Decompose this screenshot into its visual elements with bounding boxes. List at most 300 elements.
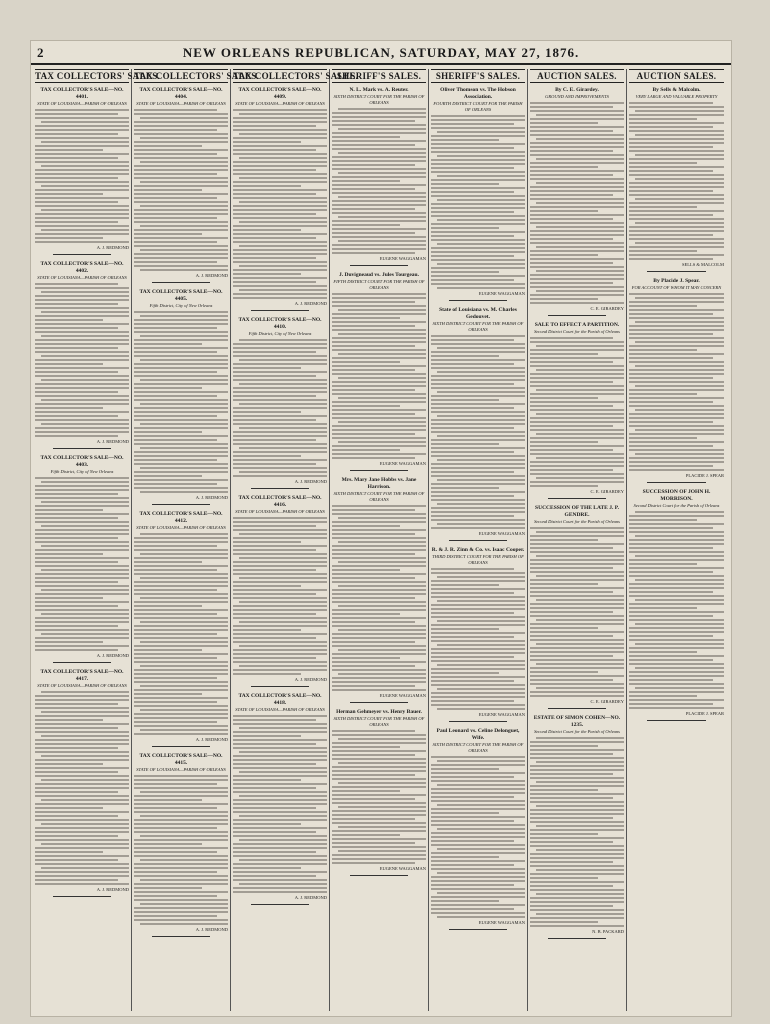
notice-title: By Placide J. Spear. <box>653 278 700 284</box>
text-line <box>530 651 624 653</box>
text-line <box>629 190 713 192</box>
text-line <box>536 849 624 851</box>
notice-signature: A. J. REDMOND <box>195 927 228 932</box>
text-line <box>35 221 118 223</box>
text-line <box>629 114 724 116</box>
notice-signature: SELLS & MALCOLM <box>681 262 724 267</box>
text-line <box>629 405 724 407</box>
notice-subtitle: Fifth District, City of New Orleans <box>248 331 312 336</box>
text-line <box>35 763 103 765</box>
text-line <box>431 812 499 814</box>
text-line <box>338 397 426 399</box>
text-line <box>233 589 327 591</box>
text-line <box>332 661 426 663</box>
text-line <box>629 162 697 164</box>
text-line <box>233 233 327 235</box>
notice-title: TAX COLLECTOR'S SALE—NO. 4410. <box>238 317 322 330</box>
text-line <box>134 347 228 349</box>
text-line <box>134 585 228 587</box>
notice-subtitle: Fifth District, City of New Orleans <box>149 303 213 308</box>
text-line <box>431 912 525 914</box>
text-line <box>134 701 217 703</box>
text-line <box>530 274 624 276</box>
text-line <box>431 888 525 890</box>
text-line <box>35 549 129 551</box>
text-line <box>431 676 525 678</box>
text-line <box>233 281 316 283</box>
text-line <box>629 150 724 152</box>
text-line <box>233 649 327 651</box>
text-line <box>530 194 613 196</box>
text-line <box>635 429 724 431</box>
text-line <box>530 282 613 284</box>
text-line <box>233 273 301 275</box>
text-line <box>134 415 217 417</box>
text-line <box>629 437 697 439</box>
notice-title: TAX COLLECTOR'S SALE—NO. 4409. <box>238 87 322 100</box>
text-line <box>134 617 228 619</box>
text-line <box>35 573 129 575</box>
text-line <box>134 891 228 893</box>
text-line <box>134 823 228 825</box>
notice-signature: EUGENE WAGGAMAN <box>478 531 525 536</box>
notice <box>35 87 129 255</box>
text-line <box>536 290 624 292</box>
notice-subtitle: FIFTH DISTRICT COURT FOR THE PARISH OF ORLEANS <box>333 279 425 290</box>
text-line <box>629 575 724 577</box>
text-line <box>35 637 129 639</box>
text-line <box>332 677 426 679</box>
text-line <box>332 425 426 427</box>
text-line <box>332 405 400 407</box>
text-line <box>332 641 415 643</box>
text-line <box>332 204 426 206</box>
text-line <box>35 327 118 329</box>
notice-title: TAX COLLECTOR'S SALE—NO. 4418. <box>238 693 322 706</box>
text-line <box>530 361 613 363</box>
text-line <box>437 576 525 578</box>
text-line <box>140 225 228 227</box>
text-line <box>140 879 228 881</box>
text-line <box>332 220 426 222</box>
notice-signature: A. J. REDMOND <box>294 479 327 484</box>
text-line <box>431 776 514 778</box>
text-line <box>338 441 426 443</box>
text-line <box>233 875 316 877</box>
text-line <box>338 585 426 587</box>
text-line <box>239 447 327 449</box>
text-line <box>431 640 525 642</box>
text-line <box>239 359 327 361</box>
text-line <box>332 236 426 238</box>
notice-subtitle: STATE OF LOUISIANA—PARISH OF ORLEANS <box>235 707 325 712</box>
text-line <box>431 467 525 469</box>
text-line <box>530 793 624 795</box>
notice-divider <box>251 310 309 311</box>
text-line <box>437 287 525 289</box>
text-line <box>332 521 426 523</box>
text-line <box>41 843 129 845</box>
text-line <box>35 811 129 813</box>
text-line <box>629 707 724 709</box>
text-line <box>332 597 415 599</box>
text-line <box>134 387 202 389</box>
text-line <box>239 883 327 885</box>
text-line <box>629 234 713 236</box>
text-line <box>635 110 724 112</box>
notice-signature: A. J. REDMOND <box>96 887 129 892</box>
text-line <box>530 885 613 887</box>
text-line <box>134 157 228 159</box>
text-line <box>431 431 525 433</box>
text-line <box>332 180 400 182</box>
text-line <box>431 211 514 213</box>
notice <box>35 455 129 663</box>
text-line <box>431 580 525 582</box>
text-line <box>338 605 426 607</box>
text-line <box>530 437 624 439</box>
notice-divider <box>350 265 408 266</box>
text-line <box>530 210 598 212</box>
text-line <box>134 129 217 131</box>
notice <box>134 87 228 283</box>
text-line <box>431 704 525 706</box>
text-line <box>134 705 228 707</box>
text-line <box>431 411 525 413</box>
text-line <box>629 210 724 212</box>
text-line <box>629 619 724 621</box>
text-line <box>35 323 129 325</box>
text-line <box>332 645 426 647</box>
text-line <box>431 684 525 686</box>
text-line <box>437 243 525 245</box>
text-line <box>35 303 118 305</box>
text-line <box>629 543 724 545</box>
text-line <box>431 876 525 878</box>
text-line <box>41 779 129 781</box>
text-line <box>233 569 316 571</box>
text-line <box>233 525 316 527</box>
text-line <box>233 399 327 401</box>
text-line <box>332 200 426 202</box>
text-line <box>530 595 624 597</box>
text-line <box>35 117 129 119</box>
text-line <box>437 391 525 393</box>
text-line <box>431 856 499 858</box>
text-line <box>233 261 327 263</box>
text-line <box>437 523 525 525</box>
text-line <box>233 723 327 725</box>
text-line <box>233 641 327 643</box>
text-line <box>332 325 415 327</box>
text-line <box>629 146 713 148</box>
notice-subtitle: SIXTH DISTRICT COURT FOR THE PARISH OF ORLEANS <box>432 321 524 332</box>
text-line <box>629 226 724 228</box>
text-line <box>233 871 327 873</box>
notice-divider <box>449 929 507 930</box>
text-line <box>338 353 426 355</box>
text-line <box>332 553 415 555</box>
text-line <box>233 719 316 721</box>
text-line <box>530 833 598 835</box>
text-line <box>530 134 624 136</box>
text-line <box>629 627 724 629</box>
text-line <box>530 797 613 799</box>
text-line <box>134 831 228 833</box>
text-line <box>35 383 129 385</box>
text-line <box>233 153 327 155</box>
notice-signature: EUGENE WAGGAMAN <box>379 461 426 466</box>
text-line <box>41 481 129 483</box>
notice-divider <box>548 708 606 709</box>
text-line <box>332 794 426 796</box>
text-line <box>332 321 426 323</box>
notice-divider <box>647 482 706 483</box>
text-line <box>431 375 525 377</box>
text-line <box>431 900 499 902</box>
text-line <box>629 559 724 561</box>
text-line <box>431 399 499 401</box>
text-line <box>431 351 525 353</box>
notice-signature: A. J. REDMOND <box>294 677 327 682</box>
text-line <box>431 395 525 397</box>
notice-divider <box>251 686 309 687</box>
text-line <box>332 393 426 395</box>
text-line <box>140 685 228 687</box>
notice-title: Mrs. Mary Jane Hobbs vs. Jane Harrison. <box>341 477 417 490</box>
text-line <box>338 762 426 764</box>
text-line <box>35 157 118 159</box>
text-line <box>431 764 525 766</box>
notice <box>629 278 724 483</box>
text-line <box>134 677 217 679</box>
text-line <box>332 224 400 226</box>
text-line <box>41 569 129 571</box>
text-line <box>134 843 202 845</box>
text-line <box>35 855 129 857</box>
text-line <box>536 202 624 204</box>
notice-signature: A. J. REDMOND <box>96 439 129 444</box>
text-line <box>530 373 624 375</box>
text-line <box>332 569 400 571</box>
text-line <box>134 113 228 115</box>
text-line <box>530 757 624 759</box>
text-line <box>431 423 525 425</box>
text-line <box>431 239 525 241</box>
text-line <box>239 577 327 579</box>
text-line <box>35 617 129 619</box>
text-line <box>233 435 327 437</box>
text-line <box>134 331 228 333</box>
notice-title: By Sells & Malcolm. <box>652 87 701 93</box>
text-line <box>536 687 624 689</box>
text-line <box>530 385 624 387</box>
text-line <box>635 385 724 387</box>
text-line <box>431 648 525 650</box>
text-line <box>332 657 400 659</box>
text-line <box>239 339 327 341</box>
text-line <box>431 592 514 594</box>
text-line <box>431 419 525 421</box>
text-line <box>233 517 327 519</box>
text-line <box>35 371 118 373</box>
text-line <box>35 759 129 761</box>
text-line <box>134 807 217 809</box>
text-line <box>239 289 327 291</box>
text-line <box>629 639 724 641</box>
text-line <box>332 601 426 603</box>
text-line <box>233 395 316 397</box>
text-line <box>134 851 217 853</box>
text-line <box>530 294 624 296</box>
text-line <box>332 313 426 315</box>
text-line <box>233 673 301 675</box>
column-4 <box>330 69 429 1011</box>
text-line <box>332 301 415 303</box>
text-line <box>431 491 525 493</box>
text-line <box>134 775 228 777</box>
text-line <box>332 681 426 683</box>
text-line <box>530 861 613 863</box>
text-line <box>140 903 228 905</box>
text-line <box>332 834 400 836</box>
text-line <box>530 877 598 879</box>
text-line <box>530 234 624 236</box>
text-line <box>629 381 724 383</box>
text-line <box>635 599 724 601</box>
text-line <box>233 423 327 425</box>
text-line <box>332 413 415 415</box>
text-line <box>530 809 624 811</box>
notice-divider <box>647 720 706 721</box>
notice-signature: EUGENE WAGGAMAN <box>379 693 426 698</box>
text-line <box>431 696 525 698</box>
notice <box>431 547 525 722</box>
text-line <box>629 373 724 375</box>
text-line <box>530 881 624 883</box>
text-line <box>635 453 724 455</box>
text-line <box>134 537 228 539</box>
text-line <box>530 421 624 423</box>
text-line <box>437 263 525 265</box>
text-line <box>530 749 624 751</box>
text-line <box>239 245 327 247</box>
text-line <box>233 209 327 211</box>
text-line <box>437 459 525 461</box>
text-line <box>35 751 129 753</box>
text-line <box>332 317 400 319</box>
text-line <box>233 775 327 777</box>
text-line <box>233 363 327 365</box>
text-line <box>134 601 228 603</box>
notice-signature: PLACIDE J. SPEAR <box>685 711 724 716</box>
text-line <box>140 137 228 139</box>
text-line <box>233 609 327 611</box>
text-line <box>437 804 525 806</box>
text-line <box>134 613 217 615</box>
text-line <box>332 810 426 812</box>
text-line <box>233 451 327 453</box>
text-line <box>233 205 327 207</box>
text-line <box>431 511 525 513</box>
text-line <box>332 573 426 575</box>
notice-signature: A. J. REDMOND <box>96 653 129 658</box>
notice-subtitle: STATE OF LOUISIANA—PARISH OF ORLEANS <box>37 683 127 688</box>
text-line <box>332 665 415 667</box>
text-line <box>134 883 228 885</box>
text-line <box>629 142 724 144</box>
text-line <box>332 305 426 307</box>
text-line <box>332 184 426 186</box>
text-line <box>35 411 129 413</box>
text-line <box>629 174 724 176</box>
text-line <box>140 791 228 793</box>
text-line <box>437 347 525 349</box>
text-line <box>338 649 426 651</box>
text-line <box>134 569 217 571</box>
text-line <box>431 796 514 798</box>
text-line <box>530 230 624 232</box>
text-line <box>233 807 316 809</box>
text-line <box>332 609 426 611</box>
text-line <box>530 409 624 411</box>
text-line <box>332 689 426 691</box>
text-line <box>233 269 327 271</box>
text-line <box>41 141 129 143</box>
text-line <box>233 565 327 567</box>
notice <box>332 709 426 876</box>
text-line <box>431 135 525 137</box>
notice-subtitle: Fifth District, City of New Orleans <box>50 469 114 474</box>
notice-subtitle: FOR ACCOUNT OF WHOM IT MAY CONCERN <box>631 285 722 290</box>
text-line <box>35 331 129 333</box>
text-line <box>431 123 514 125</box>
text-line <box>530 126 624 128</box>
text-line <box>530 254 598 256</box>
text-line <box>233 149 316 151</box>
text-line <box>431 700 514 702</box>
text-line <box>41 355 129 357</box>
text-line <box>332 329 426 331</box>
text-line <box>332 361 400 363</box>
text-line <box>629 353 724 355</box>
notice <box>233 317 327 489</box>
text-line <box>629 457 724 459</box>
notice <box>431 307 525 541</box>
text-line <box>635 643 724 645</box>
text-line <box>233 145 327 147</box>
text-line <box>41 735 129 737</box>
text-line <box>134 253 228 255</box>
text-line <box>536 781 624 783</box>
text-line <box>431 339 514 341</box>
text-line <box>35 169 129 171</box>
text-line <box>338 152 426 154</box>
text-line <box>35 233 129 235</box>
text-line <box>134 725 228 727</box>
text-line <box>35 585 129 587</box>
text-line <box>35 295 129 297</box>
notice-title: TAX COLLECTOR'S SALE—NO. 4415. <box>139 753 223 766</box>
text-line <box>629 377 713 379</box>
running-head: NEW ORLEANS REPUBLICAN, SATURDAY, MAY 27, 1876. <box>182 45 580 60</box>
text-line <box>431 179 525 181</box>
text-line <box>530 481 624 483</box>
text-line <box>629 567 724 569</box>
text-line <box>530 118 624 120</box>
text-line <box>530 579 624 581</box>
text-line <box>635 555 724 557</box>
